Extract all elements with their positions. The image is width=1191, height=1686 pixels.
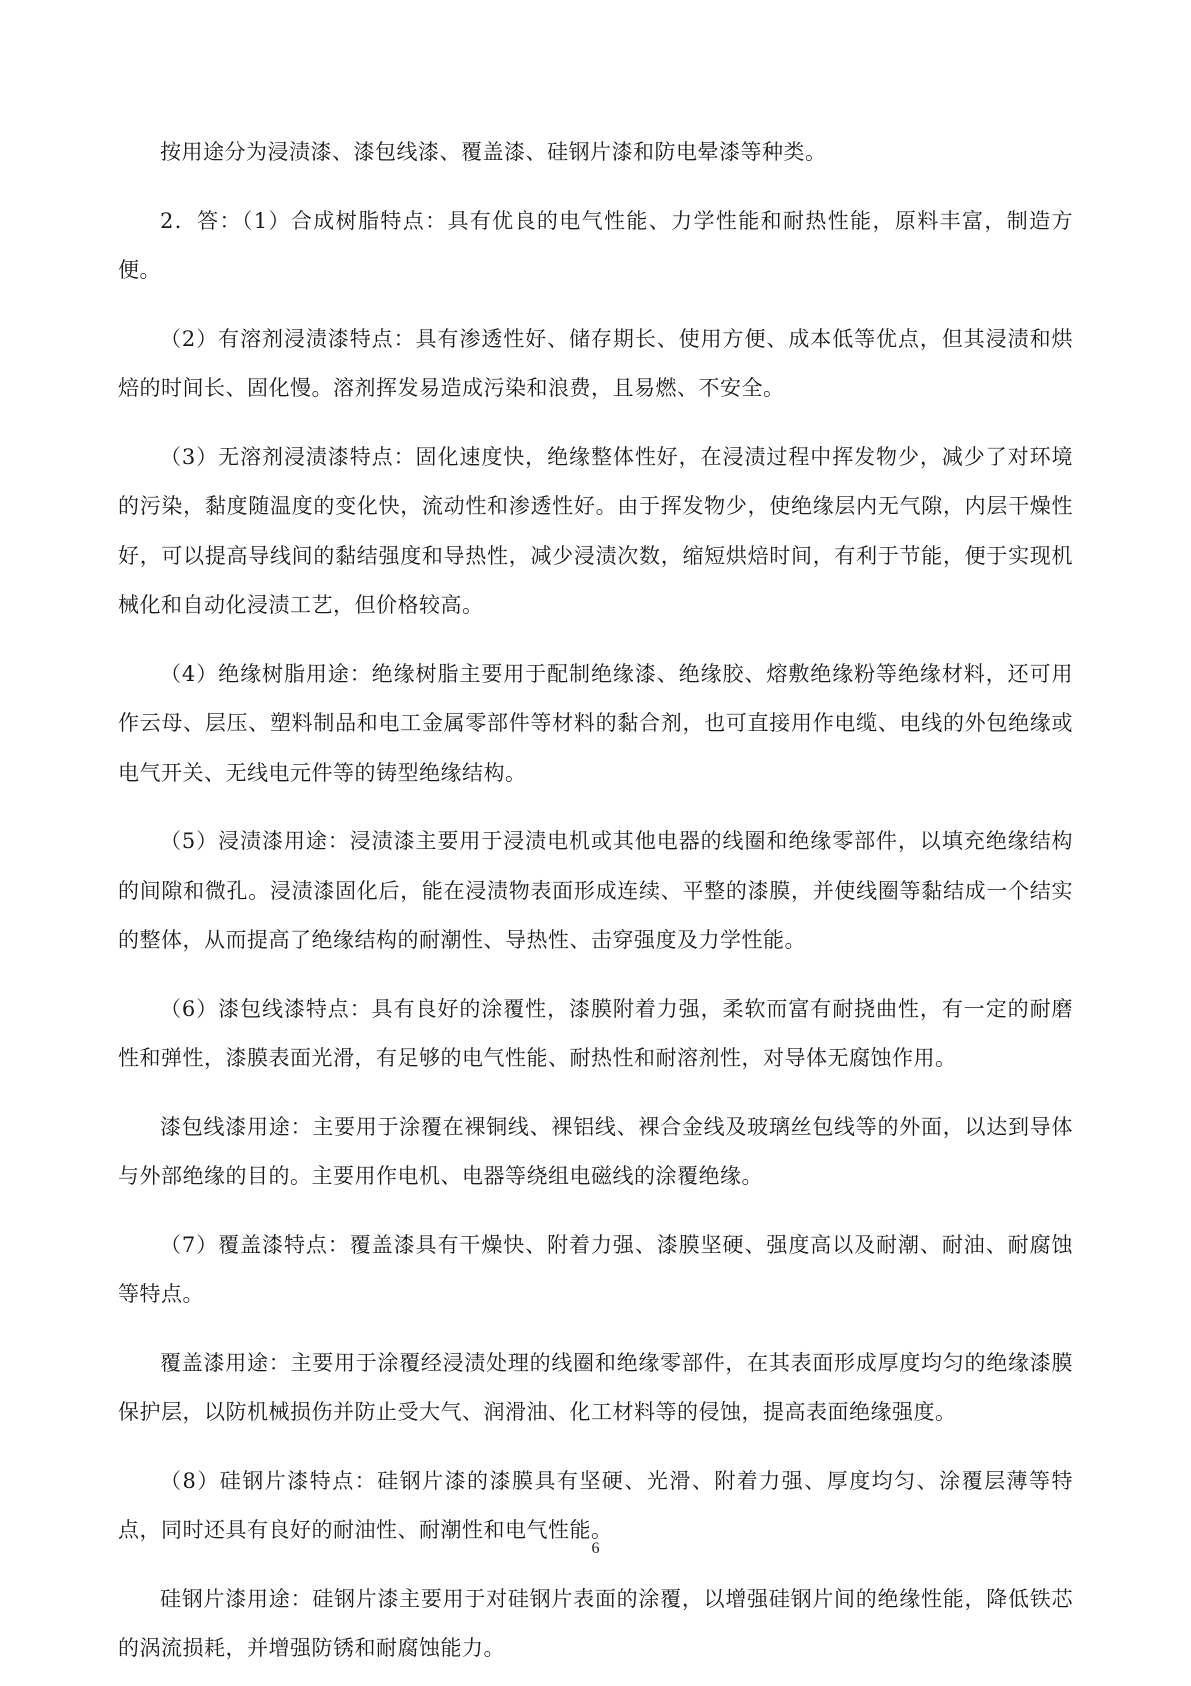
paragraph-covering-varnish-features: （7）覆盖漆特点：覆盖漆具有干燥快、附着力强、漆膜坚硬、强度高以及耐潮、耐油、耐腐蚀等特点。	[118, 1232, 1073, 1306]
paragraph-insulating-resin-use: （4）绝缘树脂用途：绝缘树脂主要用于配制绝缘漆、绝缘胶、熔敷绝缘粉等绝缘材料，还可用作云母、层压、塑料制品和电工金属零部件等材料的黏合剂，也可直接用作电缆、电线的外包绝缘或电气开关、无线电元件等的铸型绝缘结构。	[118, 661, 1073, 785]
paragraph-impregnating-varnish-use: （5）浸渍漆用途：浸渍漆主要用于浸渍电机或其他电器的线圈和绝缘零部件，以填充绝缘结构的间隙和微孔。浸渍漆固化后，能在浸渍物表面形成连续、平整的漆膜，并使线圈等黏结成一个结实的整体，从而提高了绝缘结构的耐潮性、导热性、击穿强度及力学性能。	[118, 829, 1073, 952]
paragraph-enamel-wire-varnish-features: （6）漆包线漆特点：具有良好的涂覆性，漆膜附着力强，柔软而富有耐挠曲性，有一定的耐磨性和弹性，漆膜表面光滑，有足够的电气性能、耐热性和耐溶剂性，对导体无腐蚀作用。	[118, 996, 1073, 1070]
paragraph-silicon-steel-varnish-features: （8）硅钢片漆特点：硅钢片漆的漆膜具有坚硬、光滑、附着力强、厚度均匀、涂覆层薄等特点，同时还具有良好的耐油性、耐潮性和电气性能。	[118, 1468, 1073, 1542]
paragraph-covering-varnish-use: 覆盖漆用途：主要用于涂覆经浸渍处理的线圈和绝缘零部件，在其表面形成厚度均匀的绝缘漆膜保护层，以防机械损伤并防止受大气、润滑油、化工材料等的侵蚀，提高表面绝缘强度。	[118, 1350, 1073, 1424]
paragraph-solventless-impregnating-varnish: （3）无溶剂浸渍漆特点：固化速度快，绝缘整体性好，在浸渍过程中挥发物少，减少了对环境的污染，黏度随温度的变化快，流动性和渗透性好。由于挥发物少，使绝缘层内无气隙，内层干燥性好，可以提高导线间的黏结强度和导热性，减少浸渍次数，缩短烘焙时间，有利于节能，便于实现机械化和自动化浸渍工艺，但价格较高。	[118, 444, 1073, 617]
paragraph-solvent-impregnating-varnish: （2）有溶剂浸渍漆特点：具有渗透性好、储存期长、使用方便、成本低等优点，但其浸渍和烘焙的时间长、固化慢。溶剂挥发易造成污染和浪费，且易燃、不安全。	[118, 326, 1073, 400]
paragraph-usage-categories: 按用途分为浸渍漆、漆包线漆、覆盖漆、硅钢片漆和防电晕漆等种类。	[160, 140, 827, 164]
page-number: 6	[591, 1540, 600, 1557]
paragraph-enamel-wire-varnish-use: 漆包线漆用途：主要用于涂覆在裸铜线、裸铝线、裸合金线及玻璃丝包线等的外面，以达到导体与外部绝缘的目的。主要用作电机、电器等绕组电磁线的涂覆绝缘。	[118, 1114, 1073, 1188]
document-body	[118, 128, 1073, 1686]
paragraph-silicon-steel-varnish-use: 硅钢片漆用途：硅钢片漆主要用于对硅钢片表面的涂覆，以增强硅钢片间的绝缘性能，降低铁芯的涡流损耗，并增强防锈和耐腐蚀能力。	[118, 1586, 1073, 1660]
paragraph-answer-2-synthetic-resin: 2．答：（1）合成树脂特点：具有优良的电气性能、力学性能和耐热性能，原料丰富，制造方便。	[118, 208, 1073, 282]
